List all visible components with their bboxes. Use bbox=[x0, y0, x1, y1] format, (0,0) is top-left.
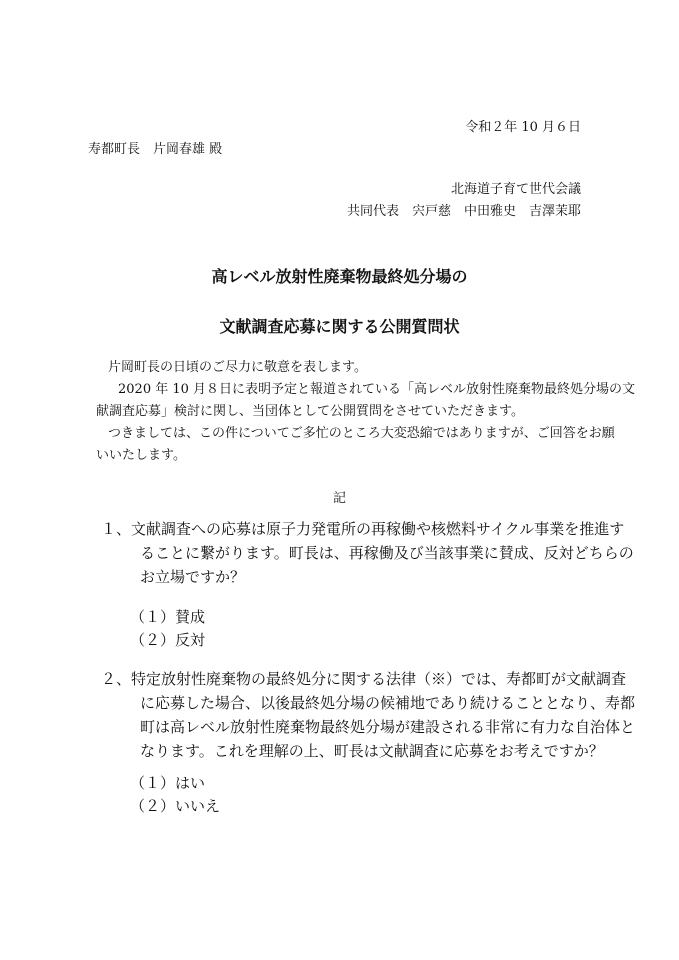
question-2-line-1: ２、特定放射性廃棄物の最終処分に関する法律（※）では、寿都町が文献調査 bbox=[101, 670, 627, 688]
question-2-line-2: に応募した場合、以後最終処分場の候補地であり続けることとなり、寿都 bbox=[140, 694, 636, 712]
question-2-option-2: （２）いいえ bbox=[130, 797, 221, 815]
question-1-line-3: お立場ですか？ bbox=[140, 568, 246, 586]
document-date: 令和２年 10 月６日 bbox=[465, 120, 581, 135]
question-1-line-2: ることに繋がります。町長は、再稼働及び当該事業に賛成、反対どちらの bbox=[140, 544, 634, 562]
question-1-line-1: １、文献調査への応募は原子力発電所の再稼働や核燃料サイクル事業を推進す bbox=[101, 520, 625, 538]
question-1-option-2: （２）反対 bbox=[130, 631, 206, 649]
intro-paragraph-2-line-1: 2020 年 10 月８日に表明予定と報道されている「高レベル放射性廃棄物最終処分場の文 bbox=[118, 382, 636, 397]
question-1-option-1: （１）賛成 bbox=[130, 608, 206, 626]
question-2-option-1: （１）はい bbox=[130, 774, 206, 792]
intro-paragraph-3-line-1: つきましては、この件についてご多忙のところ大変恐縮ではありますが、ご回答をお願 bbox=[108, 426, 615, 441]
addressee: 寿都町長 片岡春雄 殿 bbox=[88, 142, 223, 157]
ki-marker: 記 bbox=[333, 491, 347, 506]
intro-paragraph-1: 片岡町長の日頃のご尽力に敬意を表します。 bbox=[108, 360, 367, 375]
question-2-line-4: なります。これを理解の上、町長は文献調査に応募をお考えですか？ bbox=[140, 742, 604, 760]
question-2-line-3: 町は高レベル放射性廃棄物最終処分場が建設される非常に有力な自治体と bbox=[140, 718, 636, 736]
sender-organization: 北海道子育て世代会議 bbox=[450, 182, 581, 197]
sender-representatives: 共同代表 宍戸慈 中田雅史 吉澤茉耶 bbox=[346, 204, 581, 219]
title-line-1: 高レベル放射性廃棄物最終処分場の bbox=[211, 267, 468, 286]
intro-paragraph-3-line-2: いいたします。 bbox=[96, 448, 186, 463]
title-line-2: 文献調査応募に関する公開質問状 bbox=[219, 317, 460, 336]
intro-paragraph-2-line-2: 献調査応募」検討に関し、当団体として公開質問をさせていただきます。 bbox=[96, 404, 524, 419]
